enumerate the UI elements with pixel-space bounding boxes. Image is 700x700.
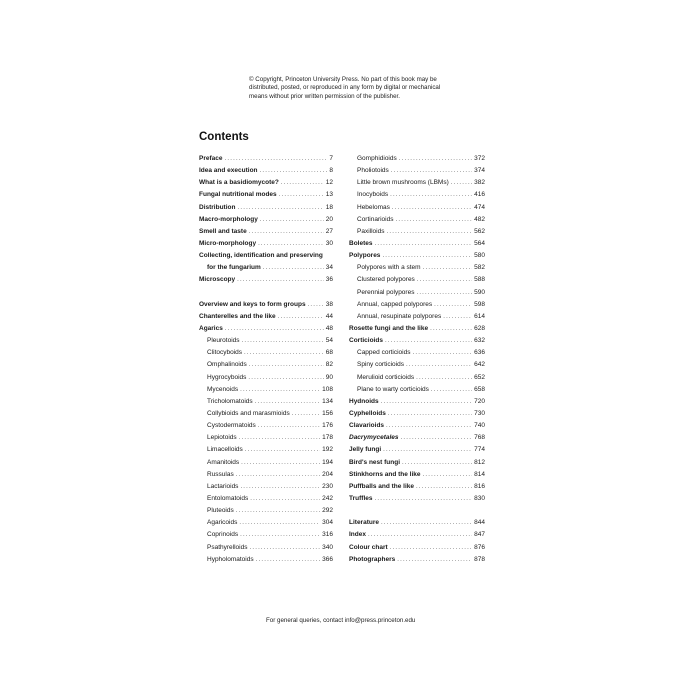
toc-dot-leader <box>417 277 472 283</box>
toc-dot-leader <box>245 447 320 453</box>
toc-entry-title: Stinkhorns and the like <box>349 470 421 478</box>
toc-entry-page: 36 <box>325 276 333 284</box>
toc-entry-title: Amanitoids <box>207 458 240 466</box>
toc-entry-page: 632 <box>474 337 485 345</box>
toc-entry <box>199 167 333 179</box>
toc-entry <box>349 204 485 216</box>
toc-dot-leader <box>382 253 472 259</box>
toc-dot-leader <box>416 375 472 381</box>
toc-entry <box>349 264 485 276</box>
toc-entry-page: 68 <box>325 349 333 357</box>
toc-dot-leader <box>390 192 472 198</box>
toc-entry-page: 636 <box>474 349 485 357</box>
toc-dot-leader <box>239 435 321 441</box>
toc-entry-title: Macro-morphology <box>199 215 258 223</box>
toc-entry <box>349 179 485 191</box>
toc-entry <box>199 556 333 568</box>
toc-dot-leader <box>423 265 473 271</box>
toc-dot-leader <box>416 290 472 296</box>
toc-entry-title: Cystodermatoids <box>207 422 256 430</box>
toc-entry-title: Coprinoids <box>207 531 239 539</box>
toc-entry-page: 628 <box>474 324 485 332</box>
toc-entry-title: Fungal nutritional modes <box>199 191 277 199</box>
toc-dot-leader <box>399 156 472 162</box>
toc-entry-page: 844 <box>474 519 485 527</box>
toc-entry <box>199 374 333 386</box>
toc-dot-leader <box>383 447 472 453</box>
toc-entry <box>199 483 333 495</box>
toc-entry-title: Smell and taste <box>199 227 247 235</box>
toc-entry-title: Entolomatoids <box>207 494 249 502</box>
toc-dot-leader <box>237 277 324 283</box>
toc-dot-leader <box>385 338 472 344</box>
toc-entry <box>199 507 333 519</box>
toc-entry-title: Cyphelloids <box>349 409 386 417</box>
toc-dot-leader <box>258 423 320 429</box>
toc-entry-page: 658 <box>474 385 485 393</box>
toc-entry <box>349 386 485 398</box>
toc-entry-title: Clustered polypores <box>357 276 415 284</box>
toc-dot-leader <box>236 508 320 514</box>
toc-entry-title: Truffles <box>349 494 373 502</box>
toc-entry-page: 720 <box>474 397 485 405</box>
toc-entry-title: Colour chart <box>349 543 388 551</box>
toc-entry <box>349 216 485 228</box>
toc-dot-leader <box>401 435 473 441</box>
toc-entry-page: 366 <box>322 555 333 563</box>
toc-entry <box>199 264 333 276</box>
toc-entry-page: 178 <box>322 434 333 442</box>
toc-entry-page: 740 <box>474 422 485 430</box>
toc-dot-leader <box>374 496 472 502</box>
toc-entry-title: Bird's nest fungi <box>349 458 401 466</box>
toc-entry-page: 652 <box>474 373 485 381</box>
toc-entry-page: 580 <box>474 252 485 260</box>
toc-entry <box>349 556 485 568</box>
toc-entry-page: 108 <box>322 385 333 393</box>
toc-entry-page: 730 <box>474 409 485 417</box>
toc-entry-title: Paxilloids <box>357 227 385 235</box>
toc-entry-title: for the fungarium <box>207 264 261 272</box>
toc-entry-page: 340 <box>322 543 333 551</box>
toc-entry-page: 304 <box>322 519 333 527</box>
toc-dot-leader <box>396 217 473 223</box>
toc-entry-title: Boletes <box>349 239 373 247</box>
copyright-line: distributed, posted, or reproduced in any form by digital or mechanical <box>249 84 441 92</box>
toc-entry-page: 876 <box>474 543 485 551</box>
toc-dot-leader <box>391 168 472 174</box>
toc-entry-page: 18 <box>325 203 333 211</box>
toc-entry-page: 590 <box>474 288 485 296</box>
toc-entry-page: 134 <box>322 397 333 405</box>
toc-entry-page: 582 <box>474 264 485 272</box>
toc-entry <box>349 325 485 337</box>
toc-entry <box>199 301 333 313</box>
toc-entry <box>349 483 485 495</box>
toc-entry <box>199 446 333 458</box>
toc-entry <box>349 422 485 434</box>
toc-entry-title: Omphalinoids <box>207 361 247 369</box>
toc-entry-title: Microscopy <box>199 276 236 284</box>
toc-entry <box>349 167 485 179</box>
toc-entry-title: Literature <box>349 519 379 527</box>
toc-entry-title: Index <box>349 531 366 539</box>
toc-entry-title: Tricholomatoids <box>207 397 253 405</box>
toc-entry-title: Hebelomas <box>357 203 390 211</box>
toc-dot-leader <box>250 496 320 502</box>
toc-entry-page: 8 <box>329 167 333 175</box>
toc-dot-leader <box>260 217 324 223</box>
toc-entry <box>199 276 333 288</box>
toc-dot-leader <box>240 387 320 393</box>
toc-entry <box>349 313 485 325</box>
toc-entry-page: 7 <box>329 155 333 162</box>
toc-dot-leader <box>225 156 328 162</box>
toc-entry <box>349 349 485 361</box>
toc-entry-title: Gomphidioids <box>357 155 397 162</box>
toc-entry <box>199 313 333 325</box>
toc-entry <box>199 337 333 349</box>
toc-entry <box>199 240 333 252</box>
toc-dot-leader <box>236 472 320 478</box>
toc-entry-page: 878 <box>474 555 485 563</box>
toc-entry-title: Russulas <box>207 470 234 478</box>
toc-entry <box>349 228 485 240</box>
toc-dot-leader <box>225 326 324 332</box>
toc-entry-page: 12 <box>325 179 333 187</box>
toc-entry <box>199 228 333 240</box>
toc-entry-title: Distribution <box>199 203 236 211</box>
toc-entry-page: 192 <box>322 446 333 454</box>
toc-entry-page: 382 <box>474 179 485 187</box>
toc-dot-leader <box>260 168 328 174</box>
toc-entry <box>349 446 485 458</box>
toc-dot-leader <box>249 545 320 551</box>
toc-entry <box>199 325 333 337</box>
toc-dot-leader <box>402 460 472 466</box>
toc-dot-leader <box>249 362 324 368</box>
toc-dot-leader <box>241 460 320 466</box>
toc-dot-leader <box>249 229 324 235</box>
toc-entry-title: Micro-morphology <box>199 239 257 247</box>
toc-entry-title: Collybioids and marasmioids <box>207 409 290 417</box>
toc-entry-title: Preface <box>199 155 223 162</box>
toc-entry-page: 372 <box>474 155 485 162</box>
toc-dot-leader <box>263 265 324 271</box>
toc-entry-title: Polypores with a stem <box>357 264 421 272</box>
toc-dot-leader <box>255 399 321 405</box>
toc-entry-page: 27 <box>325 227 333 235</box>
toc-entry <box>349 398 485 410</box>
toc-dot-leader <box>386 423 472 429</box>
toc-entry <box>199 361 333 373</box>
toc-entry <box>199 410 333 422</box>
toc-entry <box>199 471 333 483</box>
toc-entry-page: 598 <box>474 300 485 308</box>
toc-entry-title: Pluteoids <box>207 507 234 515</box>
toc-entry-title: Annual, capped polypores <box>357 300 433 308</box>
toc-entry-title: Collecting, identification and preserving <box>199 252 323 260</box>
toc-entry-page: 156 <box>322 409 333 417</box>
copyright-line: © Copyright, Princeton University Press. No part of this book may be <box>249 76 437 83</box>
toc-entry-title: Spiny corticioids <box>357 361 404 369</box>
toc-entry-title: Dacrymycetales <box>349 434 399 442</box>
toc-entry <box>349 544 485 556</box>
toc-entry-title: Little brown mushrooms (LBMs) <box>357 179 449 187</box>
toc-entry-title: Clitocyboids <box>207 349 243 357</box>
toc-dot-leader <box>239 520 320 526</box>
toc-entry-page: 830 <box>474 494 485 502</box>
toc-entry-page: 642 <box>474 361 485 369</box>
toc-entry <box>199 531 333 543</box>
toc-entry-page: 774 <box>474 446 485 454</box>
toc-entry <box>199 459 333 471</box>
toc-dot-leader <box>381 520 472 526</box>
toc-entry-page: 614 <box>474 312 485 320</box>
toc-entry-title: Photographers <box>349 555 396 563</box>
toc-dot-leader <box>434 302 472 308</box>
toc-dot-leader <box>397 557 472 563</box>
toc-dot-leader <box>423 472 473 478</box>
toc-entry <box>199 434 333 446</box>
toc-entry <box>199 155 333 167</box>
toc-entry-page: 44 <box>325 312 333 320</box>
toc-entry <box>199 422 333 434</box>
toc-entry <box>349 337 485 349</box>
toc-entry <box>349 191 485 203</box>
toc-right-column <box>349 155 485 568</box>
toc-entry-page: 194 <box>322 458 333 466</box>
toc-entry <box>199 519 333 531</box>
toc-entry-page: 588 <box>474 276 485 284</box>
toc-dot-leader <box>431 387 472 393</box>
toc-dot-leader <box>278 314 324 320</box>
toc-entry-title: Idea and execution <box>199 167 258 175</box>
toc-entry-title: Hypholomatoids <box>207 555 254 563</box>
toc-entry-page: 814 <box>474 470 485 478</box>
copyright-line: means without prior written permission of the publisher. <box>249 92 400 100</box>
toc-entry <box>199 398 333 410</box>
toc-entry <box>349 155 485 167</box>
toc-entry <box>199 179 333 191</box>
contents-heading: Contents <box>199 131 249 143</box>
toc-dot-leader <box>240 532 320 538</box>
toc-entry <box>199 252 333 264</box>
toc-entry <box>199 349 333 361</box>
toc-entry-page: 816 <box>474 482 485 490</box>
toc-entry-title: Hydnoids <box>349 397 379 405</box>
toc-entry-page: 20 <box>325 215 333 223</box>
toc-entry-title: Overview and keys to form groups <box>199 300 306 308</box>
toc-entry <box>349 240 485 252</box>
toc-entry-page: 374 <box>474 167 485 175</box>
toc-entry-page: 242 <box>322 494 333 502</box>
toc-entry-page: 176 <box>322 422 333 430</box>
toc-entry-title: Merulioid corticioids <box>357 373 415 381</box>
toc-dot-leader <box>368 532 472 538</box>
toc-left-column <box>199 155 333 568</box>
toc-entry-title: Corticioids <box>349 337 383 345</box>
toc-dot-leader <box>237 205 323 211</box>
toc-entry-title: Perennial polypores <box>357 288 415 296</box>
toc-entry-page: 54 <box>325 337 333 345</box>
toc-entry-page: 90 <box>325 373 333 381</box>
toc-entry-title: Mycenoids <box>207 385 239 393</box>
toc-dot-leader <box>248 375 323 381</box>
toc-dot-leader <box>430 326 472 332</box>
toc-entry <box>199 216 333 228</box>
toc-dot-leader <box>374 241 472 247</box>
toc-entry-title: Lepiotoids <box>207 434 237 442</box>
toc-entry-title: Hygrocyboids <box>207 373 247 381</box>
toc-entry-title: Rosette fungi and the like <box>349 324 429 332</box>
toc-entry-title: Psathyrelloids <box>207 543 248 551</box>
toc-entry <box>349 289 485 301</box>
toc-entry-page: 768 <box>474 434 485 442</box>
toc-entry <box>349 361 485 373</box>
copyright-notice <box>249 76 469 101</box>
toc-entry-page: 48 <box>325 324 333 332</box>
toc-entry-title: Cortinarioids <box>357 215 394 223</box>
toc-entry-page: 812 <box>474 458 485 466</box>
toc-dot-leader <box>390 545 472 551</box>
toc-entry-page: 482 <box>474 215 485 223</box>
toc-entry-page: 38 <box>325 300 333 308</box>
toc-entry-page: 230 <box>322 482 333 490</box>
toc-entry-page: 316 <box>322 531 333 539</box>
toc-dot-leader <box>242 338 324 344</box>
toc-entry-title: Puffballs and the like <box>349 482 415 490</box>
toc-entry-page: 474 <box>474 203 485 211</box>
footer-contact: For general queries, contact info@press.princeton.edu <box>266 617 416 624</box>
toc-entry <box>349 459 485 471</box>
toc-entry-title: Jelly fungi <box>349 446 382 454</box>
toc-entry-page: 562 <box>474 227 485 235</box>
toc-entry <box>199 544 333 556</box>
toc-entry-page: 416 <box>474 191 485 199</box>
toc-entry-title: Polypores <box>349 252 381 260</box>
toc-entry <box>199 495 333 507</box>
toc-entry-page: 34 <box>325 264 333 272</box>
toc-entry-title: Inocyboids <box>357 191 389 199</box>
toc-entry-page: 847 <box>474 531 485 539</box>
toc-entry <box>349 276 485 288</box>
toc-entry <box>349 301 485 313</box>
toc-dot-leader <box>416 484 472 490</box>
toc-entry-page: 564 <box>474 239 485 247</box>
toc-dot-leader <box>451 180 472 186</box>
toc-dot-leader <box>412 350 472 356</box>
toc-dot-leader <box>256 557 321 563</box>
toc-entry-page: 204 <box>322 470 333 478</box>
toc-dot-leader <box>244 350 324 356</box>
toc-entry-title: Agaricoids <box>207 519 238 527</box>
toc-dot-leader <box>392 205 472 211</box>
toc-entry <box>349 410 485 422</box>
toc-dot-leader <box>386 229 472 235</box>
toc-entry-page: 30 <box>325 239 333 247</box>
toc-entry-title: Capped corticioids <box>357 349 411 357</box>
toc-entry-title: Limacelloids <box>207 446 243 454</box>
toc-entry-page: 292 <box>322 507 333 515</box>
toc-entry-page: 13 <box>325 191 333 199</box>
toc-dot-leader <box>258 241 324 247</box>
toc-entry-title: Pleurotoids <box>207 337 240 345</box>
toc-dot-leader <box>240 484 320 490</box>
toc-entry-title: Agarics <box>199 324 223 332</box>
toc-dot-leader <box>308 302 324 308</box>
toc-entry-title: Pholiotoids <box>357 167 389 175</box>
toc-entry-title: Clavarioids <box>349 422 385 430</box>
toc-entry <box>349 374 485 386</box>
toc-dot-leader <box>406 362 472 368</box>
toc-entry <box>349 495 485 507</box>
toc-dot-leader <box>281 180 324 186</box>
toc-entry <box>199 204 333 216</box>
toc-entry-title: Chanterelles and the like <box>199 312 276 320</box>
toc-entry <box>349 531 485 543</box>
toc-entry <box>349 252 485 264</box>
toc-entry-title: Lactarioids <box>207 482 239 490</box>
toc-entry-title: Annual, resupinate polypores <box>357 312 442 320</box>
toc-entry-title: Plane to warty corticioids <box>357 385 429 393</box>
toc-entry-title: What is a basidiomycote? <box>199 179 279 187</box>
toc-dot-leader <box>279 192 324 198</box>
toc-entry <box>349 434 485 446</box>
toc-dot-leader <box>381 399 473 405</box>
toc-entry <box>199 191 333 203</box>
toc-entry-page: 82 <box>325 361 333 369</box>
toc-dot-leader <box>388 411 472 417</box>
toc-entry <box>349 519 485 531</box>
toc-entry <box>199 386 333 398</box>
toc-entry <box>349 471 485 483</box>
toc-dot-leader <box>443 314 472 320</box>
toc-dot-leader <box>292 411 320 417</box>
